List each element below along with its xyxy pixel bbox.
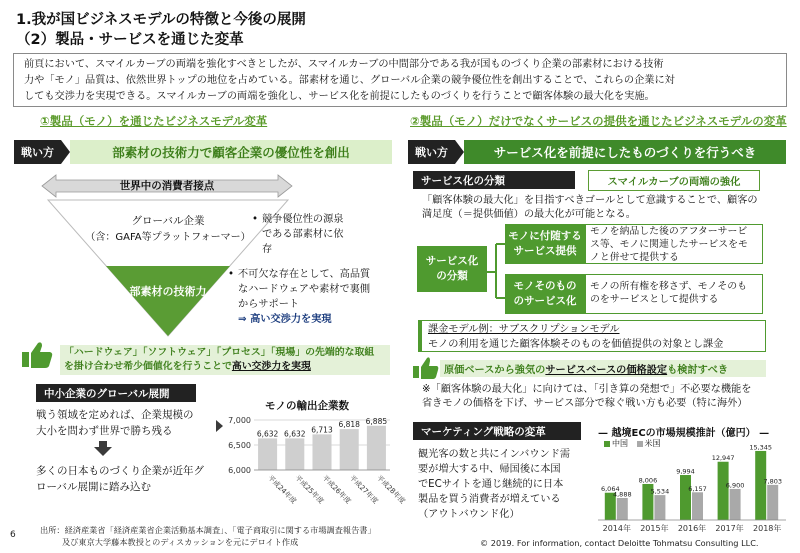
- right-section-heading: ②製品（モノ）だけでなくサービスの提供を通じたビジネスモデルの変革: [410, 114, 787, 128]
- data-label: 6,900: [725, 481, 745, 490]
- service-item-1-line: ノと併せて提供する: [590, 252, 679, 263]
- x-tick-label: 平成26年度: [320, 473, 353, 506]
- source-line-1: 出所：経済産業省「経済産業省企業活動基本調査」、「電子商取引に関する市場調査報告書」: [40, 525, 376, 535]
- x-tick-label: 平成28年度: [374, 473, 407, 506]
- x-tick-label: 2018年: [753, 524, 782, 533]
- sme-text-1-line: 大小を問わず世界で勝ち残る: [36, 425, 173, 437]
- y-tick-label: 7,000: [228, 416, 251, 425]
- note-text: [422, 383, 751, 411]
- x-tick-label: 平成24年度: [266, 473, 298, 506]
- right-chart-title-text: 越境ECの市場規模推計（億円）: [611, 428, 756, 439]
- right-strategy-text: サービス化を前提にしたものづくりを行うべき: [464, 140, 786, 164]
- data-label: 9,994: [676, 467, 695, 476]
- x-tick-label: 2017年: [715, 524, 744, 533]
- marketing-line: 製品を買う消費者が増えている: [418, 494, 561, 505]
- note-line: ※「顧客体験の最大化」に向けては、「引き算の発想で」不必要な機能を: [422, 384, 752, 395]
- arrow-tip-icon: [455, 140, 464, 164]
- bar: [767, 485, 778, 520]
- service-item-1-line: ス等、モノに関連したサービスをモ: [590, 239, 748, 250]
- bar: [340, 429, 359, 470]
- bullet-1: [252, 212, 344, 257]
- bullet-1-line: である部素材に依: [262, 229, 344, 240]
- left-chart-title: モノの輸出企業数: [265, 400, 349, 412]
- copyright: © 2019. For information, contact Deloitte Tohmatsu Consulting LLC.: [480, 538, 759, 548]
- page-number: 6: [10, 530, 16, 540]
- y-tick-label: 6,000: [228, 466, 251, 475]
- experience-line: 満足度（＝提供価値）の最大化が可能となる。: [422, 209, 636, 220]
- bar: [680, 475, 691, 520]
- experience-text: [422, 194, 758, 222]
- bar: [258, 438, 277, 470]
- bar: [285, 438, 304, 470]
- service-item-2-label: モノそのもの のサービス化: [505, 274, 585, 314]
- left-strategy-bar: [14, 137, 392, 167]
- sme-text-2-line: 多くの日本ものづくり企業が近年グ: [36, 465, 204, 477]
- marketing-line: （アウトバウンド化）: [418, 509, 520, 520]
- data-label: 6,632: [284, 429, 306, 439]
- x-tick-label: 平成27年度: [347, 473, 380, 506]
- down-arrow-icon: [94, 441, 112, 457]
- gafa-label: （含：GAFA等プラットフォーマー）: [85, 232, 251, 243]
- bullet-2-arrow-text: ⇒ 高い交渉力を実現: [238, 314, 332, 325]
- intro-line: 前頁において、スマイルカーブの両端を強化すべきとしたが、スマイルカーブの中間部分である我が国ものづくり企業の部素材における技術: [24, 59, 664, 70]
- highlight-line-2: を掛け合わせ希少価値化を行うことで: [64, 361, 232, 372]
- marketing-line: でECサイトを通じ継続的に日本: [418, 479, 564, 490]
- smile-curve-box: スマイルカーブの両端の強化: [588, 170, 760, 191]
- source-line-2: 及び東京大学藤本教授とのディスカッションを元にデロイト作成: [62, 537, 299, 547]
- bullet-2-line: なハードウェアや素材で裏側: [238, 284, 371, 295]
- bullet-dot-icon: •: [252, 214, 259, 225]
- left-strategy-text: 部素材の技術力で顧客企業の優位性を創出: [70, 140, 392, 164]
- service-item-1-line: モノを納品した後のアフターサービ: [590, 226, 748, 237]
- cross-border-ec-chart: [594, 444, 790, 536]
- data-label: 4,888: [612, 490, 632, 499]
- intro-box: [13, 53, 787, 107]
- bar: [654, 495, 665, 520]
- bullet-2-line: からサポート: [238, 299, 300, 310]
- y-tick-label: 6,500: [228, 441, 251, 450]
- highlight-emphasis: 高い交渉力を実現: [231, 361, 311, 372]
- sme-heading: 中小企業のグローバル展開: [36, 384, 196, 402]
- price-pre: 原価ベースから強気の: [444, 365, 546, 376]
- page-subtitle: （2）製品・サービスを通じた変革: [16, 32, 244, 48]
- global-company-label: グローバル企業: [131, 215, 205, 227]
- experience-line: 「顧客体験の最大化」を目指すべきゴールとして意識することで、顧客の: [422, 195, 758, 206]
- marketing-line: 観光客の数と共にインバウンド需: [418, 449, 571, 460]
- billing-box: [418, 320, 766, 352]
- x-tick-label: 2015年: [640, 524, 669, 533]
- sme-text-1-line: 戦う領域を定めれば、企業規模の: [36, 409, 194, 421]
- bullet-1-line: 競争優位性の源泉: [262, 214, 344, 225]
- thumbs-up-icon: [412, 356, 440, 380]
- x-tick-label: 2016年: [677, 524, 707, 533]
- highlight-line-1: 「ハードウェア」「ソフトウェア」「プロセス」「現場」の先端的な取組: [64, 347, 375, 358]
- price-post: も検討すべき: [667, 365, 729, 376]
- thumbs-up-icon: [20, 340, 54, 370]
- bar: [692, 492, 703, 520]
- data-label: 6,157: [688, 484, 707, 493]
- bar: [312, 434, 331, 470]
- x-tick-label: 平成25年度: [293, 473, 326, 506]
- export-companies-chart: [220, 408, 407, 520]
- marketing-line: 要が増大する中、帰国後に本国: [418, 464, 561, 475]
- bar: [730, 489, 741, 520]
- marketing-heading: マーケティング戦略の変革: [413, 422, 581, 440]
- data-label: 6,632: [256, 429, 279, 439]
- data-label: 15,345: [749, 443, 773, 452]
- bar: [755, 451, 766, 520]
- bullet-dot-icon: •: [228, 269, 235, 280]
- bar: [367, 426, 386, 470]
- material-tech-label: 部素材の技術力: [129, 285, 207, 298]
- service-item-1-label: モノに付随する サービス提供: [505, 224, 585, 264]
- x-tick-label: 2014年: [602, 524, 631, 533]
- billing-line-2: モノの利用を通じた顧客体験そのものを価値提供の対象とし課金: [428, 339, 724, 350]
- billing-line-1: 課金モデル例：サブスクリプションモデル: [428, 324, 620, 335]
- service-item-2-desc: [585, 274, 763, 314]
- data-label: 5,534: [650, 487, 670, 496]
- legend-china-label: 中国: [612, 439, 628, 448]
- data-label: 6,713: [311, 425, 333, 435]
- bar: [718, 462, 729, 520]
- page-title: 1.我が国ビジネスモデルの特徴と今後の展開: [16, 12, 306, 28]
- data-label: 7,803: [763, 477, 783, 486]
- service-item-1-desc: [585, 224, 763, 264]
- data-label: 8,006: [638, 476, 658, 485]
- service-class-box: サービス化 の分類: [417, 246, 487, 292]
- bar: [617, 498, 628, 520]
- bracket-connector: [487, 232, 505, 312]
- price-highlight: [440, 360, 766, 377]
- data-label: 6,885: [365, 416, 388, 426]
- note-line: 省きモノの価格を下げ、サービス部分で稼ぐ戦い方も必要（特に海外）: [422, 398, 748, 409]
- service-item-2-line: モノの所有権を移さず、モノそのも: [590, 281, 748, 292]
- service-item-2-line: のをサービスとして提供する: [590, 294, 719, 305]
- highlight-box: [60, 345, 390, 375]
- consumer-contact-label: 世界中の消費者接点: [119, 180, 215, 192]
- price-emphasis: サービスベースの価格設定: [545, 365, 668, 376]
- tatakai-label: 戦い方: [408, 140, 455, 164]
- bullet-1-line: 存: [262, 244, 273, 255]
- sme-text-1: [36, 407, 194, 439]
- bullet-2-line: 不可欠な存在として、高品質: [238, 269, 371, 280]
- intro-line: 力や「モノ」品質は、依然世界トップの地位を占めている。部素材を通じ、グローバル企業の競争優位性を創出することで、これらの企業に対: [24, 75, 675, 86]
- sme-text-2-line: ローバル展開に踏み込む: [36, 481, 151, 493]
- data-label: 12,947: [711, 454, 735, 463]
- data-label: 6,818: [338, 420, 360, 430]
- bullet-2: [228, 267, 371, 327]
- intro-line: しても交渉力を実現できる。スマイルカーブの両端を強化し、サービス化を前提にしたものづくりを行うことで顧客体験の最大化を実施。: [24, 91, 655, 102]
- sme-text-2: [36, 463, 204, 495]
- right-strategy-bar: [408, 137, 786, 167]
- tatakai-label: 戦い方: [14, 140, 61, 164]
- data-label: 6,064: [600, 485, 620, 494]
- left-section-heading: ①製品（モノ）を通じたビジネスモデル変革: [40, 114, 268, 128]
- service-class-heading: サービス化の分類: [413, 171, 575, 189]
- right-chart-title: — 越境ECの市場規模推計（億円） —: [598, 428, 770, 439]
- marketing-text: [418, 447, 570, 522]
- arrow-tip-icon: [61, 140, 70, 164]
- legend-us-label: 米国: [644, 439, 661, 448]
